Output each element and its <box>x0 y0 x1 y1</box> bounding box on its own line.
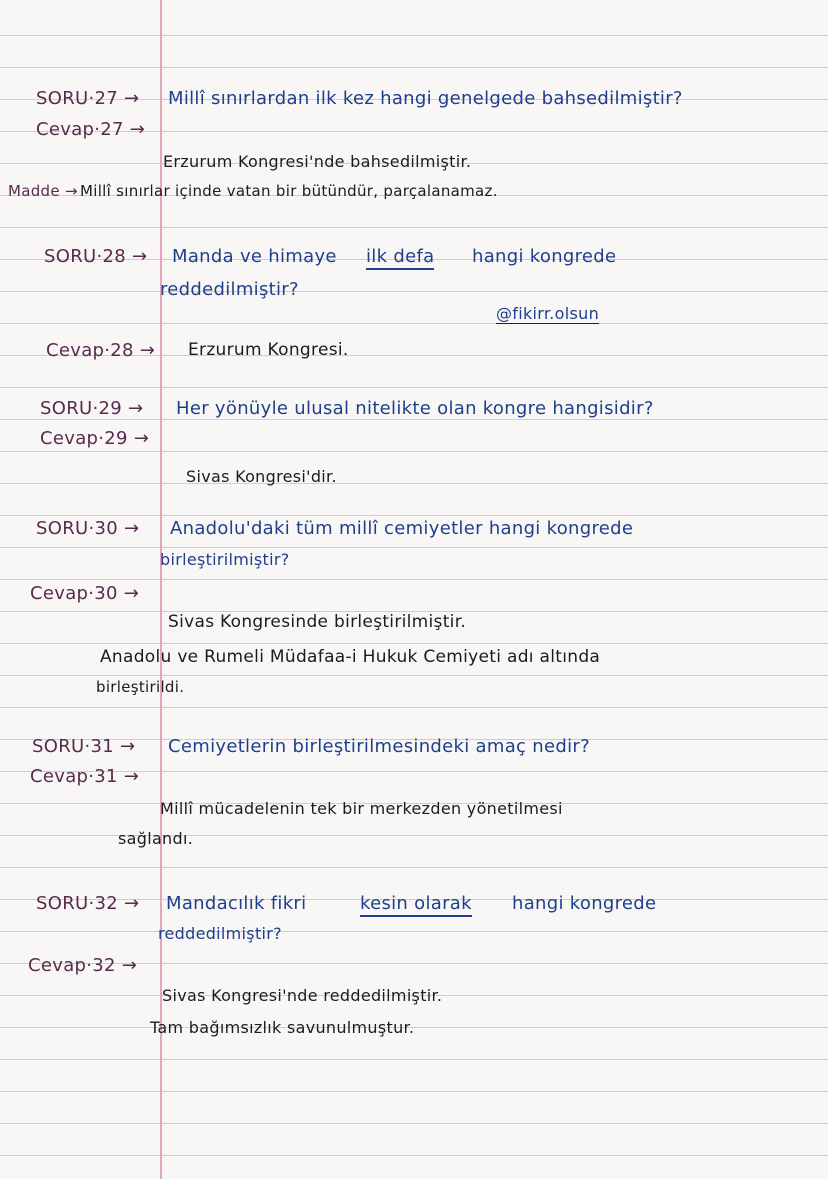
answer-28-text: Erzurum Kongresi. <box>188 340 349 360</box>
question-29-text: Her yönüyle ulusal nitelikte olan kongre hangisidir? <box>176 398 654 419</box>
question-31-label: SORU·31 → <box>32 736 136 757</box>
note-27-label: Madde → <box>8 182 78 200</box>
answer-32-text-1: Sivas Kongresi'nde reddedilmiştir. <box>162 986 443 1005</box>
question-27-label: SORU·27 → <box>36 88 140 109</box>
answer-30-text-3: birleştirildi. <box>96 678 185 696</box>
note-27-text: Millî sınırlar içinde vatan bir bütündür, parçalanamaz. <box>80 182 498 200</box>
answer-31-label: Cevap·31 → <box>30 766 140 787</box>
question-30-label: SORU·30 → <box>36 518 140 539</box>
question-28-text-c: hangi kongrede <box>472 246 617 267</box>
question-32-label: SORU·32 → <box>36 893 140 914</box>
answer-29-text: Sivas Kongresi'dir. <box>186 467 337 486</box>
question-28-text-a: Manda ve himaye <box>172 246 337 267</box>
question-32-text-b: kesin olarak <box>360 893 472 917</box>
question-30-text-1: Anadolu'daki tüm millî cemiyetler hangi kongrede <box>170 518 634 539</box>
question-30-text-2: birleştirilmiştir? <box>160 550 290 569</box>
answer-32-text-2: Tam bağımsızlık savunulmuştur. <box>150 1018 415 1037</box>
question-28-text-2: reddedilmiştir? <box>160 279 299 300</box>
answer-30-text-1: Sivas Kongresinde birleştirilmiştir. <box>168 612 467 632</box>
answer-32-label: Cevap·32 → <box>28 955 138 976</box>
answer-30-label: Cevap·30 → <box>30 583 140 604</box>
question-28-label: SORU·28 → <box>44 246 148 267</box>
answer-27-label: Cevap·27 → <box>36 119 146 140</box>
answer-29-label: Cevap·29 → <box>40 428 150 449</box>
question-32-text-c: hangi kongrede <box>512 893 657 914</box>
answer-27-text: Erzurum Kongresi'nde bahsedilmiştir. <box>163 152 472 171</box>
answer-30-text-2: Anadolu ve Rumeli Müdafaa-i Hukuk Cemiyeti adı altında <box>100 647 601 667</box>
question-27-text: Millî sınırlardan ilk kez hangi genelgede bahsedilmiştir? <box>168 88 683 109</box>
answer-31-text-1: Millî mücadelenin tek bir merkezden yönetilmesi <box>160 799 563 818</box>
answer-31-text-2: sağlandı. <box>118 829 194 848</box>
question-28-text-b: ilk defa <box>366 246 434 270</box>
question-32-text-2: reddedilmiştir? <box>158 924 282 943</box>
watermark-handle: @fikirr.olsun <box>496 304 600 323</box>
question-31-text: Cemiyetlerin birleştirilmesindeki amaç nedir? <box>168 736 590 757</box>
answer-28-label: Cevap·28 → <box>46 340 156 361</box>
question-29-label: SORU·29 → <box>40 398 144 419</box>
question-32-text-a: Mandacılık fikri <box>166 893 307 914</box>
